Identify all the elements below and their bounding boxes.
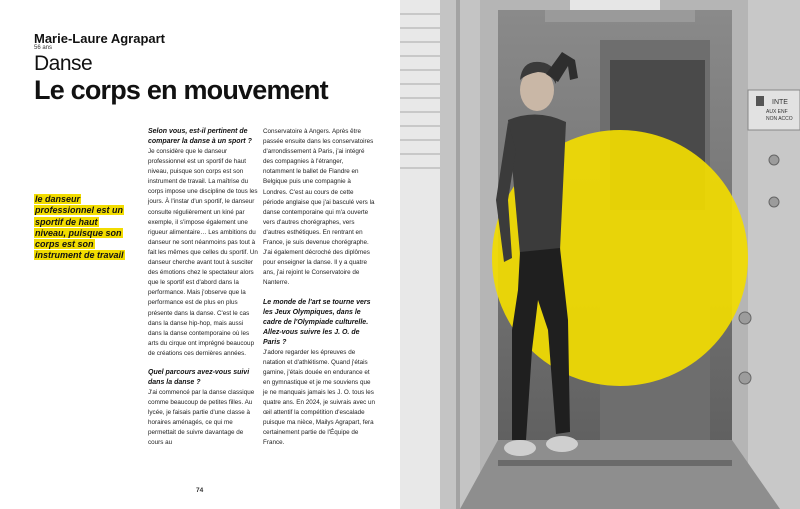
pull-quote <box>34 194 126 262</box>
dancer-photo <box>400 0 800 509</box>
text-column-1 <box>148 127 258 449</box>
person-name: Marie-Laure Agrapart <box>34 31 165 46</box>
panel-button-2 <box>769 197 779 207</box>
person-age: 56 ans <box>34 45 53 51</box>
page-number: 74 <box>196 487 204 494</box>
pull-quote-text: le danseur professionnel est un sportif de haut niveau, puisque son corps est son instrument de travail <box>35 194 124 261</box>
question-2: Quel parcours avez-vous suivi dans la danse ? <box>148 368 250 386</box>
answer-3: J'adore regarder les épreuves de natation et d'athlétisme. Quand j'étais gamine, j'étais douée en endurance et en gymnastique et je me souviens que je ne manquais jamais les J. O. tous les quatre ans. En 2024, je suivrais avec un œil attentif la compétition d'escalade puisque ma nièce, Mailys Agrapart, fera certainement partie de l'Équipe de France. <box>263 348 376 447</box>
section-label: Danse <box>34 52 93 75</box>
left-shutter <box>400 0 440 509</box>
answer-2: J'ai commencé par la danse classique comme beaucoup de petites filles. Au lycée, je faisais partie d'une classe à horaires aménagés, ce qui me permettait de suivre davantage de cours au <box>148 388 255 447</box>
panel-button-1 <box>769 155 779 165</box>
sign-line-2: AUX ENF <box>766 109 788 115</box>
question-1: Selon vous, est-il pertinent de comparer la danse à un sport ? <box>148 128 252 145</box>
sign-line-3: NON ACCO <box>766 116 793 122</box>
right-page-photo <box>400 0 800 509</box>
text-column-2 <box>263 127 375 448</box>
panel-button-4 <box>739 372 751 384</box>
panel-button-3 <box>739 312 751 324</box>
question-3: Le monde de l'art se tourne vers les Jeux Olympiques, dans le cadre de l'Olympiade culturelle. Allez-vous suivre les J. O. de Paris ? <box>263 298 371 346</box>
article-title: Le corps en mouvement <box>34 75 328 105</box>
answer-1: Je considère que le danseur professionnel est un sportif de haut niveau, puisque son corps est son instrument de travail. La maîtrise du corps impose une discipline de tous les jours. À l'instar d'un sportif, le danseur consulte régulièrement un kiné par exemple, il s'impose également une rigueur alimentaire… Les ambitions du danseur ne sont néanmoins pas tout à fait les mêmes que celles du sportif. Un danseur cherche avant tout à susciter des émotions chez le spectateur alors que le sportif est d'abord dans la performance. Mais j'observe que la performance est de plus en plus présente dans la danse. C'est le cas dans la danse hip-hop, mais aussi dans la danse contemporaine où les arts du cirque ont imprégné beaucoup de créations ces dernières années. <box>148 148 258 357</box>
answer-2-continued: Conservatoire à Angers. Après être passée ensuite dans les conservatoires d'arrondissement à Paris, j'ai intégré des compagnies à l'étranger, notamment le ballet de Flandre en Belgique puis une compagnie à Londres. C'est au cours de cette période anglaise que j'ai basculé vers la danse contemporaine qui m'a ouverte vers d'autres chorégraphes, vers d'autres esthétiques. En rentrant en France, je suis devenue chorégraphe. J'ai également décroché des diplômes pour enseigner la danse. Il y a quatre ans, j'ai rejoint le Conservatoire de Nanterre. <box>263 128 375 287</box>
control-panel <box>748 0 800 509</box>
sign-line-1: INTE <box>772 99 788 106</box>
